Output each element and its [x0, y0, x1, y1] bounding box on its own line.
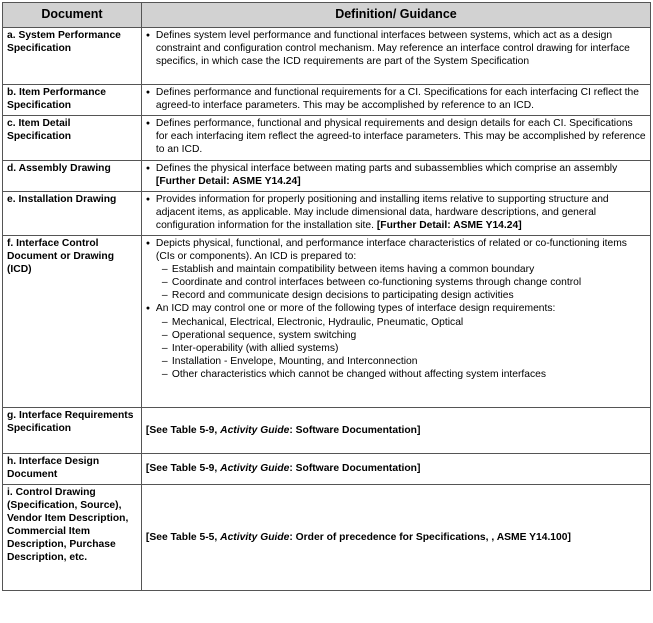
row-h-definition — [141, 454, 650, 485]
bullet-item: ● Defines performance and functional requirements for a CI. Specifications for each interfacing CI reflect the agreed-to interface parameters. This may be accomplished by reference to an ICD. — [146, 86, 646, 112]
header-definition-guidance: Definition/ Guidance — [141, 3, 650, 28]
table-reference-suffix: : Software Documentation] — [289, 424, 421, 436]
row-f-definition — [141, 236, 650, 408]
table-row — [3, 408, 651, 454]
bullet-item: ● An ICD may control one or more of the following types of interface design requirements: — [146, 302, 646, 315]
header-document: Document — [3, 3, 142, 28]
row-g-definition — [141, 408, 650, 454]
row-a-definition — [141, 28, 650, 85]
table-row — [3, 485, 651, 591]
table-row — [3, 236, 651, 408]
table-header-row — [3, 3, 651, 28]
bullet-item: ● Defines performance, functional and physical requirements and design details for each CI. Specifications for each interfacing item reflect the agreed-to interface parameters. This may be accomplished by reference to an ICD. — [146, 117, 646, 156]
table-row — [3, 28, 651, 85]
row-b-definition — [141, 85, 650, 116]
sub-item: – Establish and maintain compatibility between items having a common boundary — [146, 263, 646, 276]
table-row — [3, 116, 651, 161]
sub-item: – Installation - Envelope, Mounting, and Interconnection — [146, 355, 646, 368]
row-g-document: g. Interface Requirements Specification — [3, 408, 142, 454]
definition-text: Defines the physical interface between mating parts and subassemblies which comprise an assembly — [155, 163, 618, 174]
definition-text: Provides information for properly positioning and installing items relative to supporting structure and adjacent items, as applicable. May include dimensional data, hardware descriptions, and general configuration information for the installation site. — [155, 194, 609, 232]
sub-item: – Other characteristics which cannot be changed without affecting system interfaces — [146, 368, 646, 381]
table-reference-suffix: : Order of precedence for Specifications, , ASME Y14.100] — [289, 531, 571, 543]
table-reference-prefix: [See Table 5-9, — [145, 424, 221, 436]
activity-guide-title: Activity Guide — [220, 424, 290, 436]
table-reference-suffix: : Software Documentation] — [289, 463, 421, 475]
row-d-document: d. Assembly Drawing — [3, 161, 142, 192]
row-d-definition — [141, 161, 650, 192]
row-a-document: a. System Performance Specification — [3, 28, 142, 85]
table-row — [3, 85, 651, 116]
bullet-item: ● Depicts physical, functional, and performance interface characteristics of related or co-functioning items (CIs or components). An ICD is prepared to: — [146, 237, 646, 263]
table-reference-prefix: [See Table 5-9, — [145, 463, 221, 475]
activity-guide-title: Activity Guide — [220, 463, 290, 475]
row-i-document: i. Control Drawing (Specification, Source), Vendor Item Description, Commercial Item Description, Purchase Description, etc. — [3, 485, 142, 591]
further-detail-reference: [Further Detail: ASME Y14.24] — [155, 176, 301, 188]
sub-item: – Operational sequence, system switching — [146, 329, 646, 342]
row-i-definition — [141, 485, 650, 591]
sub-item: – Record and communicate design decisions to participating design activities — [146, 289, 646, 302]
row-c-document: c. Item Detail Specification — [3, 116, 142, 161]
row-h-document: h. Interface Design Document — [3, 454, 142, 485]
further-detail-reference: [Further Detail: ASME Y14.24] — [376, 220, 522, 232]
bullet-item: ● Defines system level performance and functional interfaces between systems, which act as a design constraint and configuration control mechanism. May reference an interface control drawing for interface specifics, in which case the ICD requirements are part of the System Specification — [146, 29, 646, 68]
sub-item: – Inter-operability (with allied systems) — [146, 342, 646, 355]
row-b-document: b. Item Performance Specification — [3, 85, 142, 116]
sub-item: – Mechanical, Electrical, Electronic, Hydraulic, Pneumatic, Optical — [146, 316, 646, 329]
row-c-definition — [141, 116, 650, 161]
row-f-document: f. Interface Control Document or Drawing (ICD) — [3, 236, 142, 408]
sub-item: – Coordinate and control interfaces between co-functioning systems through change control — [146, 276, 646, 289]
table-row — [3, 161, 651, 192]
table-row — [3, 454, 651, 485]
bullet-item — [146, 162, 646, 188]
table-row — [3, 192, 651, 236]
table-reference-prefix: [See Table 5-5, — [145, 531, 221, 543]
interface-documents-table — [2, 2, 651, 591]
bullet-item — [146, 193, 646, 232]
activity-guide-title: Activity Guide — [220, 531, 290, 543]
row-e-document: e. Installation Drawing — [3, 192, 142, 236]
row-e-definition — [141, 192, 650, 236]
